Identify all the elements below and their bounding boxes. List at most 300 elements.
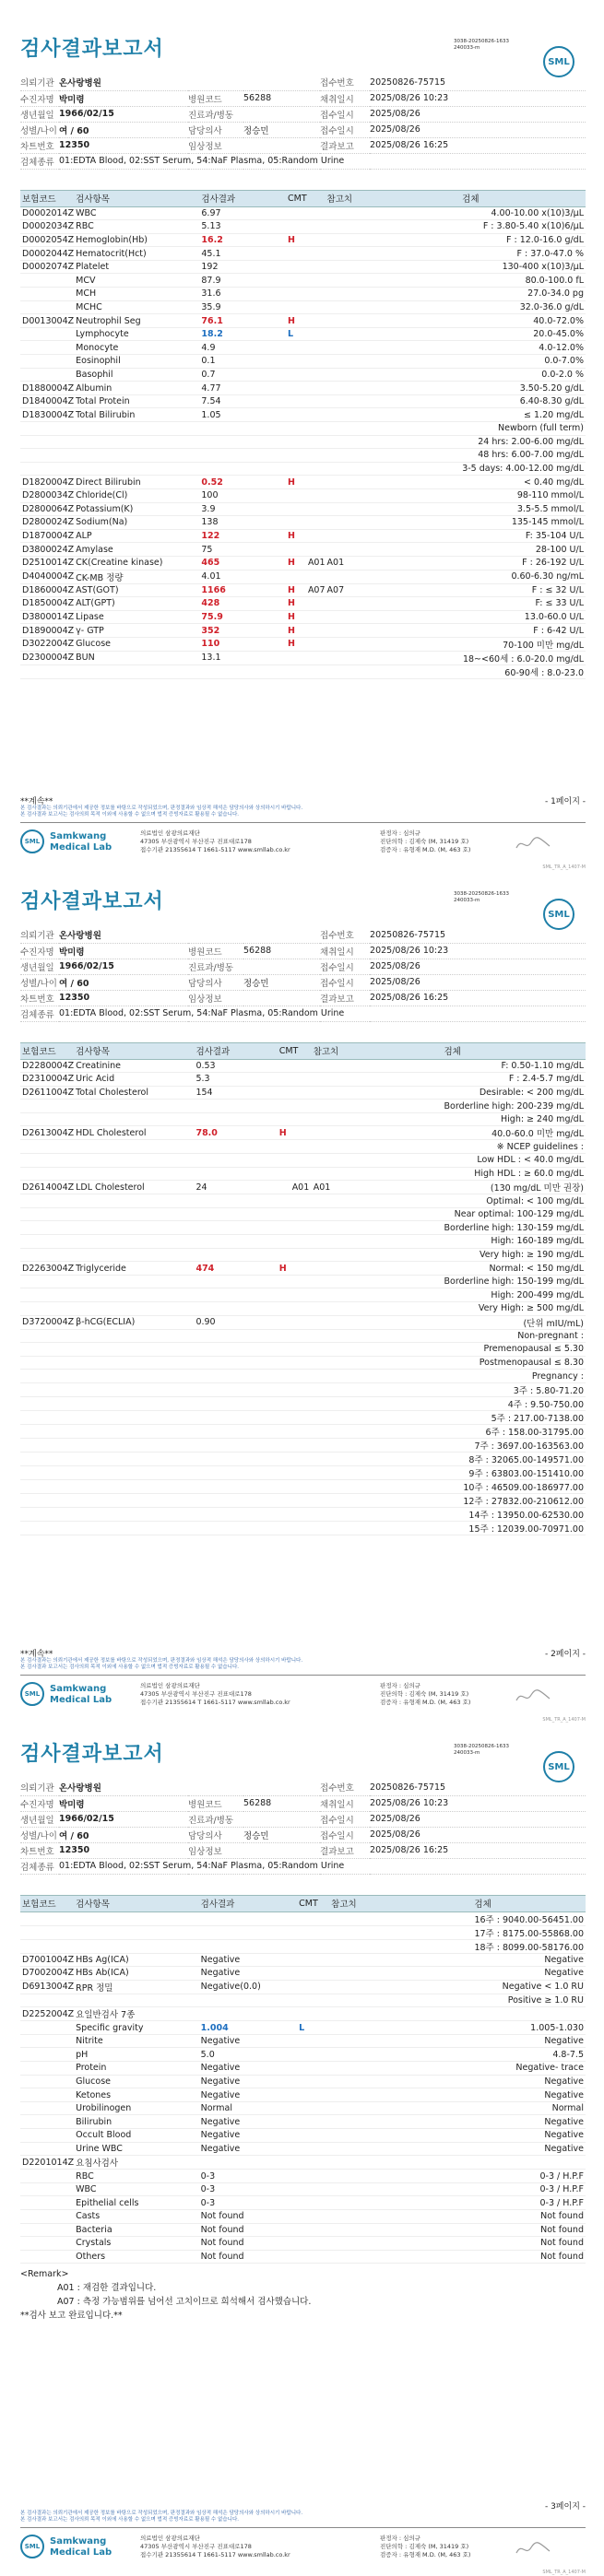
test-name: MCV bbox=[74, 274, 199, 288]
address-line: 의료법인 삼광의료재단 bbox=[140, 2535, 200, 2542]
result-value: 100 bbox=[199, 488, 286, 502]
col-header-name: 검사항목 bbox=[74, 190, 199, 206]
table-row bbox=[20, 2182, 586, 2196]
chart-value: 12350 bbox=[59, 1842, 188, 1858]
specimen-code: 24 hrs: 2.00-6.00 mg/dL bbox=[460, 435, 586, 449]
reported-value: 2025/08/26 16:25 bbox=[370, 137, 586, 153]
col-header-cmt: CMT bbox=[278, 1042, 312, 1059]
reference-range bbox=[329, 2237, 472, 2251]
result-value bbox=[194, 1221, 277, 1235]
label-collected: 채취일시 bbox=[320, 90, 370, 106]
insurance-code bbox=[20, 2048, 74, 2062]
specimen-code: Non-pregnant : bbox=[443, 1329, 586, 1343]
cmt-flag bbox=[278, 1248, 312, 1262]
result-value bbox=[194, 1343, 277, 1357]
reference-range bbox=[326, 394, 461, 408]
lab-name-line: Medical Lab bbox=[50, 842, 113, 853]
col-header-code: 보험코드 bbox=[20, 1042, 74, 1059]
address-line: 접수기관 21355614 T 1661-5117 www.smllab.co.kr bbox=[140, 1699, 290, 1706]
test-name: Uric Acid bbox=[74, 1073, 194, 1087]
page-number: - 1페이지 - bbox=[544, 797, 586, 806]
clinical-info-value bbox=[243, 1842, 320, 1858]
cmt-flag bbox=[286, 516, 326, 530]
result-value bbox=[194, 1396, 277, 1410]
notice-line: 본 검사결과는 의뢰기관에서 제공한 정보를 바탕으로 작성되었으며, 판정결과와 임상적 해석은 담당의사와 상의하시기 바랍니다. bbox=[20, 2511, 303, 2516]
specimen-code: F : 12.0-16.0 g/dL bbox=[460, 233, 586, 247]
lab-name-line: Samkwang bbox=[50, 2536, 107, 2547]
insurance-code bbox=[20, 1140, 74, 1154]
col-header-ref: 참고치 bbox=[312, 1042, 443, 1059]
page-title: 검사결과보고서 bbox=[20, 890, 164, 913]
cmt-flag bbox=[278, 1059, 312, 1073]
specimen-code: Normal: < 150 mg/dL bbox=[443, 1262, 586, 1276]
cmt-flag bbox=[278, 1507, 312, 1521]
table-row bbox=[20, 449, 586, 463]
label-accession: 접수번호 bbox=[320, 927, 370, 943]
reference-range bbox=[312, 1343, 443, 1357]
cmt-flag bbox=[278, 1207, 312, 1221]
chart-value: 12350 bbox=[59, 990, 188, 1006]
test-name bbox=[74, 1939, 199, 1953]
table-row bbox=[20, 314, 586, 328]
reference-range bbox=[329, 2075, 472, 2088]
result-value bbox=[199, 2156, 298, 2170]
table-row bbox=[20, 1167, 586, 1181]
reference-range bbox=[312, 1465, 443, 1479]
table-row bbox=[20, 1925, 586, 1939]
reference-range bbox=[312, 1479, 443, 1493]
result-value bbox=[194, 1479, 277, 1493]
reference-range bbox=[312, 1073, 443, 1087]
table-row bbox=[20, 2048, 586, 2062]
label-doctor: 담당의사 bbox=[188, 1827, 243, 1842]
patient-value: 박미령 bbox=[59, 943, 188, 959]
table-row bbox=[20, 2250, 586, 2264]
abnormal-flag: H bbox=[287, 612, 295, 623]
table-row bbox=[20, 2196, 586, 2210]
cmt-flag bbox=[278, 1100, 312, 1113]
result-value: 87.9 bbox=[199, 274, 286, 288]
test-name: Occult Blood bbox=[74, 2129, 199, 2143]
chart-value: 12350 bbox=[59, 137, 188, 153]
insurance-code: D3800024Z bbox=[22, 544, 75, 555]
insurance-code: D0002014Z bbox=[22, 207, 75, 218]
cmt-flag bbox=[278, 1452, 312, 1465]
reference-range bbox=[326, 300, 461, 314]
reference-range bbox=[326, 355, 461, 369]
cmt-flag bbox=[286, 408, 326, 422]
result-value: 45.1 bbox=[199, 247, 286, 261]
reference-range bbox=[326, 624, 461, 638]
test-name bbox=[74, 1410, 194, 1424]
page-number: - 3페이지 - bbox=[544, 2502, 586, 2511]
cmt-flag bbox=[286, 488, 326, 502]
test-name bbox=[74, 1424, 194, 1438]
signer-line: 검증자 : 유형재 M.D. (M, 463 호) bbox=[380, 2551, 471, 2558]
specimen-code: Desirable: < 200 mg/dL bbox=[443, 1086, 586, 1100]
table-row bbox=[20, 476, 586, 489]
cmt-flag bbox=[286, 624, 326, 638]
reference-range bbox=[312, 1288, 443, 1302]
lab-address bbox=[140, 2535, 290, 2559]
specimen-code: F: 0.50-1.10 mg/dL bbox=[443, 1059, 586, 1073]
cmt-flag bbox=[278, 1424, 312, 1438]
result-value: 16.2 bbox=[199, 233, 286, 247]
reference-range: A01 bbox=[326, 556, 461, 570]
reference-range bbox=[329, 1994, 472, 2007]
collected-value: 2025/08/26 10:23 bbox=[370, 90, 586, 106]
insurance-code: D1890004Z bbox=[22, 625, 75, 636]
notice bbox=[20, 1658, 302, 1671]
test-name: Urine WBC bbox=[74, 2142, 199, 2156]
result-value bbox=[194, 1370, 277, 1383]
table-row bbox=[20, 1521, 586, 1535]
table-row bbox=[20, 206, 586, 220]
test-name bbox=[74, 1329, 194, 1343]
result-value bbox=[194, 1207, 277, 1221]
reference-range bbox=[312, 1382, 443, 1396]
lab-address bbox=[140, 829, 290, 854]
reference-range bbox=[329, 2223, 472, 2237]
reference-range bbox=[326, 260, 461, 274]
reference-range bbox=[326, 435, 461, 449]
result-value: 0-3 bbox=[199, 2182, 298, 2196]
label-hospital: 의뢰기관 bbox=[20, 75, 59, 90]
comment-code: A07 bbox=[307, 584, 326, 595]
test-name: Total Cholesterol bbox=[74, 1086, 194, 1100]
birth-value: 1966/02/15 bbox=[59, 106, 188, 122]
cmt-flag bbox=[297, 1911, 329, 1925]
result-value: 0.90 bbox=[194, 1315, 277, 1329]
table-row bbox=[20, 2115, 586, 2129]
insurance-code bbox=[20, 1452, 74, 1465]
table-row bbox=[20, 1086, 586, 1100]
test-name: Monocyte bbox=[74, 341, 199, 355]
reference-range bbox=[329, 2170, 472, 2183]
insurance-code: D2614004Z bbox=[22, 1182, 75, 1193]
specimen-code: Positive ≥ 1.0 RU bbox=[472, 1994, 586, 2007]
cmt-flag bbox=[278, 1382, 312, 1396]
table-row bbox=[20, 288, 586, 301]
table-row bbox=[20, 1329, 586, 1343]
result-value bbox=[199, 2007, 298, 2021]
result-value: 428 bbox=[199, 597, 286, 611]
result-value: 4.01 bbox=[199, 570, 286, 583]
insurance-code bbox=[20, 2223, 74, 2237]
specimen-code: 12주 : 27832.00-210612.00 bbox=[443, 1493, 586, 1507]
cmt-flag bbox=[297, 2115, 329, 2129]
table-row bbox=[20, 2007, 586, 2021]
table-row bbox=[20, 2129, 586, 2143]
reported-value: 2025/08/26 16:25 bbox=[370, 990, 586, 1006]
insurance-code bbox=[20, 2142, 74, 2156]
label-specimen: 검체종류 bbox=[20, 1006, 59, 1021]
insurance-code: D0002044Z bbox=[22, 248, 75, 259]
label-birth: 생년월일 bbox=[20, 959, 59, 974]
address-line: 47305 부산광역시 부산진구 진표대로178 bbox=[140, 2543, 252, 2550]
results-table bbox=[20, 190, 586, 679]
specimen-code: ※ NCEP guidelines : bbox=[443, 1140, 586, 1154]
result-value: 0.1 bbox=[199, 355, 286, 369]
specimen-code: 4.8-7.5 bbox=[472, 2048, 586, 2062]
specimen-code: F : 6-42 U/L bbox=[460, 624, 586, 638]
comment-code: A01 bbox=[307, 558, 326, 569]
test-name: Sodium(Na) bbox=[74, 516, 199, 530]
collected-value: 2025/08/26 10:23 bbox=[370, 943, 586, 959]
continued-marker: **계속** bbox=[20, 797, 53, 806]
test-name: Protein bbox=[74, 2062, 199, 2076]
reference-range bbox=[326, 274, 461, 288]
insurance-code bbox=[20, 1329, 74, 1343]
cmt-flag bbox=[278, 1493, 312, 1507]
insurance-code bbox=[20, 1154, 74, 1168]
record-no-value: 56288 bbox=[243, 1795, 320, 1811]
cmt-flag bbox=[286, 435, 326, 449]
reference-range bbox=[326, 206, 461, 220]
cmt-flag bbox=[297, 2237, 329, 2251]
specimen-code: F: 35-104 U/L bbox=[460, 529, 586, 543]
notice-line: 본 검사결과 보고서는 검사의뢰 목적 이외에 사용할 수 없으며 법적 증빙자료로 활용될 수 없습니다. bbox=[20, 2517, 239, 2523]
specimen-code: Optimal: < 100 mg/dL bbox=[443, 1194, 586, 1208]
address-line: 47305 부산광역시 부산진구 진표대로178 bbox=[140, 1690, 252, 1698]
table-row bbox=[20, 462, 586, 476]
specimen-code: (단위 mIU/mL) bbox=[443, 1315, 586, 1329]
result-value: 0.7 bbox=[199, 368, 286, 382]
cmt-flag bbox=[297, 1953, 329, 1967]
result-value bbox=[194, 1382, 277, 1396]
result-value: Negative bbox=[199, 2088, 298, 2102]
specimen-code: F : 2.4-5.7 mg/dL bbox=[443, 1073, 586, 1087]
cmt-flag bbox=[278, 1112, 312, 1126]
table-row bbox=[20, 260, 586, 274]
test-name: Specific gravity bbox=[74, 2021, 199, 2035]
reference-range bbox=[329, 1939, 472, 1953]
result-value: 5.0 bbox=[199, 2048, 298, 2062]
result-value: Negative bbox=[199, 2034, 298, 2048]
result-value bbox=[194, 1424, 277, 1438]
result-value: Negative bbox=[199, 2075, 298, 2088]
test-name: Albumin bbox=[74, 382, 199, 395]
test-name: CK(Creatine kinase) bbox=[74, 556, 199, 570]
insurance-code bbox=[20, 422, 74, 436]
signer-line: 판정자 : 심의규 bbox=[380, 1682, 420, 1689]
cmt-flag bbox=[297, 2021, 329, 2035]
birth-value: 1966/02/15 bbox=[59, 1811, 188, 1827]
insurance-code bbox=[20, 1493, 74, 1507]
reference-range bbox=[329, 2129, 472, 2143]
insurance-code bbox=[20, 1925, 74, 1939]
doc-id: SML_TR_A_1407-M bbox=[542, 1717, 586, 1723]
accession-value: 20250826-75715 bbox=[370, 1780, 586, 1795]
cmt-flag bbox=[278, 1329, 312, 1343]
label-accession: 접수번호 bbox=[320, 1780, 370, 1795]
cmt-flag bbox=[297, 2062, 329, 2076]
result-value bbox=[194, 1235, 277, 1249]
specimen-code: 70-100 미만 mg/dL bbox=[460, 637, 586, 651]
specimen-code: 3주 : 5.80-71.20 bbox=[443, 1382, 586, 1396]
insurance-code bbox=[20, 368, 74, 382]
insurance-code bbox=[20, 1994, 74, 2007]
result-value bbox=[194, 1275, 277, 1288]
result-value: 0-3 bbox=[199, 2196, 298, 2210]
result-value bbox=[194, 1465, 277, 1479]
specimen-code: Negative bbox=[472, 2129, 586, 2143]
reference-range bbox=[312, 1126, 443, 1140]
table-row bbox=[20, 2142, 586, 2156]
specimen-code: 15주 : 12039.00-70971.00 bbox=[443, 1521, 586, 1535]
reference-range bbox=[326, 488, 461, 502]
specimen-code: 48 hrs: 6.00-7.00 mg/dL bbox=[460, 449, 586, 463]
patient-info-table bbox=[20, 75, 586, 170]
table-row bbox=[20, 2223, 586, 2237]
cmt-flag bbox=[286, 260, 326, 274]
cmt-flag bbox=[297, 1925, 329, 1939]
table-row bbox=[20, 1994, 586, 2007]
reference-range bbox=[329, 2115, 472, 2129]
notice bbox=[20, 806, 302, 818]
test-name bbox=[74, 665, 199, 678]
label-chart: 차트번호 bbox=[20, 1842, 59, 1858]
cmt-flag bbox=[278, 1073, 312, 1087]
test-name: RPR 정밀 bbox=[74, 1980, 199, 1994]
label-hospital: 의뢰기관 bbox=[20, 1780, 59, 1795]
cmt-flag bbox=[278, 1521, 312, 1535]
table-row bbox=[20, 1194, 586, 1208]
specimen-code: 32.0-36.0 g/dL bbox=[460, 300, 586, 314]
test-name: Total Bilirubin bbox=[74, 408, 199, 422]
cmt-flag bbox=[286, 314, 326, 328]
cmt-flag bbox=[297, 2048, 329, 2062]
abnormal-flag: H bbox=[287, 315, 295, 326]
table-row bbox=[20, 1438, 586, 1452]
specimen-code: 0-3 / H.P.F bbox=[472, 2170, 586, 2183]
cmt-flag bbox=[297, 2196, 329, 2210]
test-name bbox=[74, 1112, 194, 1126]
insurance-code bbox=[20, 2075, 74, 2088]
cmt-flag bbox=[297, 1980, 329, 1994]
table-row bbox=[20, 1235, 586, 1249]
col-header-result: 검사결과 bbox=[199, 1895, 298, 1911]
table-row bbox=[20, 610, 586, 624]
table-row bbox=[20, 651, 586, 665]
test-name bbox=[74, 1479, 194, 1493]
test-name: γ- GTP bbox=[74, 624, 199, 638]
reference-range bbox=[312, 1059, 443, 1073]
reference-range bbox=[326, 570, 461, 583]
test-name: Creatinine bbox=[74, 1059, 194, 1073]
result-value bbox=[199, 422, 286, 436]
result-value: Not found bbox=[199, 2223, 298, 2237]
reference-range bbox=[326, 233, 461, 247]
test-name: Glucose bbox=[74, 637, 199, 651]
label-clinical-info: 임상정보 bbox=[188, 990, 243, 1006]
insurance-code bbox=[20, 2170, 74, 2183]
footer-divider bbox=[20, 2527, 586, 2528]
received-value: 2025/08/26 bbox=[370, 959, 586, 974]
reference-range bbox=[326, 422, 461, 436]
insurance-code bbox=[20, 327, 74, 341]
table-row bbox=[20, 1221, 586, 1235]
table-row bbox=[20, 1248, 586, 1262]
report-page bbox=[0, 853, 604, 1723]
hospital-value: 온사랑병원 bbox=[59, 927, 320, 943]
test-name bbox=[74, 1465, 194, 1479]
table-row bbox=[20, 2170, 586, 2183]
reference-range bbox=[329, 2034, 472, 2048]
result-value bbox=[194, 1452, 277, 1465]
hospital-value: 온사랑병원 bbox=[59, 75, 320, 90]
reference-range: A07 bbox=[326, 583, 461, 597]
clinical-info-value bbox=[243, 137, 320, 153]
table-row bbox=[20, 1207, 586, 1221]
insurance-code bbox=[20, 288, 74, 301]
cmt-flag bbox=[297, 2250, 329, 2264]
remark-a01: A01 : 재검한 결과입니다. bbox=[57, 2283, 157, 2294]
insurance-code bbox=[20, 1370, 74, 1383]
specimen-code: 9주 : 63803.00-151410.00 bbox=[443, 1465, 586, 1479]
table-row bbox=[20, 637, 586, 651]
specimen-code: Normal bbox=[472, 2101, 586, 2115]
specimen-code: Postmenopausal ≤ 8.30 bbox=[443, 1356, 586, 1370]
table-row bbox=[20, 435, 586, 449]
specimen-code: Negative- trace bbox=[472, 2062, 586, 2076]
result-value: Negative(0.0) bbox=[199, 1980, 298, 1994]
insurance-code: D1850004Z bbox=[22, 598, 75, 609]
specimen-code: Negative bbox=[472, 2075, 586, 2088]
collected-value: 2025/08/26 10:23 bbox=[370, 1795, 586, 1811]
result-value: 5.13 bbox=[199, 220, 286, 234]
table-row bbox=[20, 408, 586, 422]
insurance-code bbox=[20, 462, 74, 476]
reference-range bbox=[326, 516, 461, 530]
insurance-code bbox=[20, 1438, 74, 1452]
reference-range bbox=[326, 314, 461, 328]
insurance-code: D1830004Z bbox=[22, 409, 75, 420]
test-name: Others bbox=[74, 2250, 199, 2264]
label-patient: 수진자명 bbox=[20, 943, 59, 959]
test-name bbox=[74, 1343, 194, 1357]
insurance-code: D1880004Z bbox=[22, 382, 75, 394]
specimen-code: Borderline high: 130-159 mg/dL bbox=[443, 1221, 586, 1235]
result-value: Not found bbox=[199, 2237, 298, 2251]
table-row bbox=[20, 1452, 586, 1465]
abnormal-flag: H bbox=[278, 1127, 287, 1138]
insurance-code bbox=[20, 2129, 74, 2143]
test-name: Crystals bbox=[74, 2237, 199, 2251]
specimen-code: Not found bbox=[472, 2250, 586, 2264]
cmt-flag bbox=[278, 1262, 312, 1276]
result-value: 0-3 bbox=[199, 2170, 298, 2183]
table-row bbox=[20, 556, 586, 570]
test-name bbox=[74, 1221, 194, 1235]
result-value bbox=[199, 449, 286, 463]
table-row bbox=[20, 1465, 586, 1479]
accession-value: 20250826-75715 bbox=[370, 75, 586, 90]
test-name: WBC bbox=[74, 2182, 199, 2196]
cmt-flag bbox=[286, 529, 326, 543]
label-record-no: 병원코드 bbox=[188, 943, 243, 959]
specimen-code bbox=[472, 2007, 586, 2021]
cmt-flag bbox=[286, 394, 326, 408]
cmt-flag bbox=[286, 274, 326, 288]
table-row bbox=[20, 368, 586, 382]
cmt-flag bbox=[286, 300, 326, 314]
cmt-flag bbox=[286, 543, 326, 557]
table-row bbox=[20, 1953, 586, 1967]
reference-range bbox=[312, 1086, 443, 1100]
cmt-flag bbox=[297, 2088, 329, 2102]
lab-name bbox=[50, 2536, 112, 2558]
